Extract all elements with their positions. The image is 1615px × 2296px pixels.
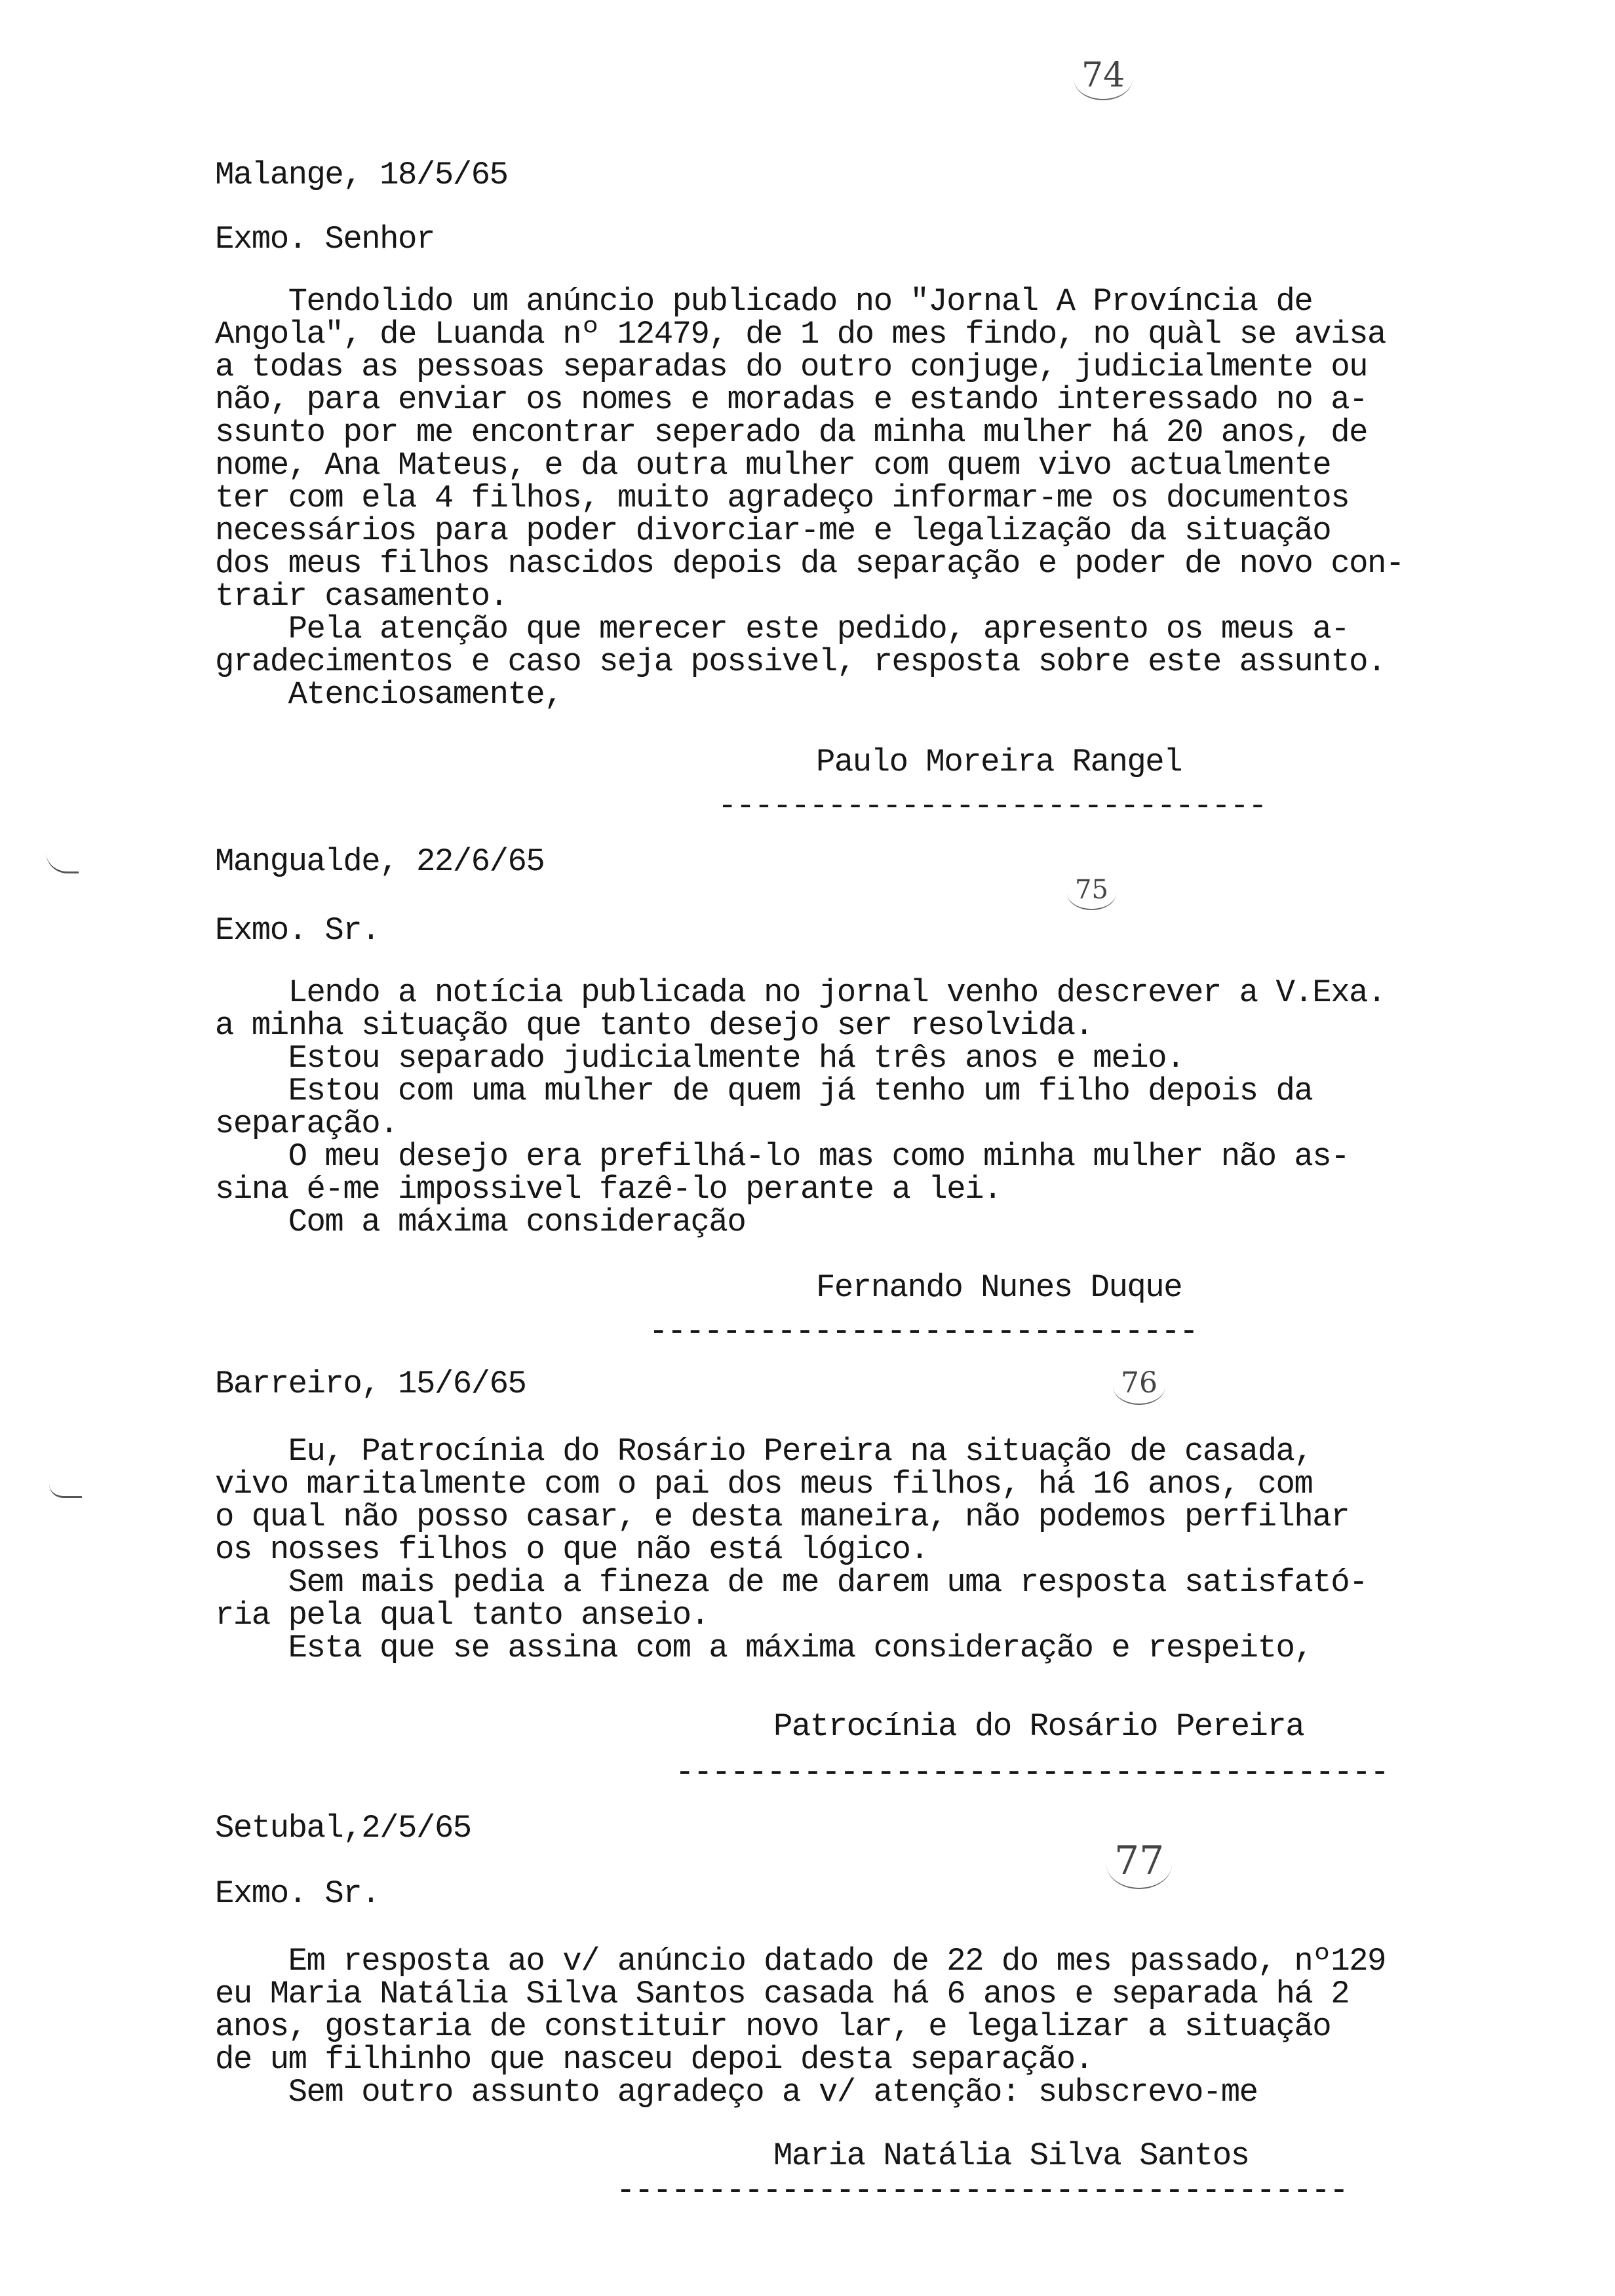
letter-2-body-line: O meu desejo era prefilhá-lo mas como minha mulher não as- — [215, 1138, 1350, 1175]
letter-2-body-line: a minha situação que tanto desejo ser resolvida. — [215, 1007, 1093, 1044]
page-number-75: 75 — [1075, 875, 1108, 905]
margin-mark — [49, 1484, 82, 1498]
letter-1-body-line: necessários para poder divorciar-me e legalização da situação — [215, 512, 1331, 549]
letter-1-signature: Paulo Moreira Rangel — [816, 744, 1182, 780]
letter-3-body-line: os nosses filhos o que não está lógico. — [215, 1531, 929, 1568]
letter-4-signature: Maria Natália Silva Santos — [773, 2137, 1249, 2174]
letter-3-body-line: vivo maritalmente com o pai dos meus filhos, há 16 anos, com — [215, 1466, 1313, 1502]
margin-mark — [46, 852, 79, 873]
letter-1-body-line: Tendolido um anúncio publicado no "Jornal A Província de — [215, 283, 1313, 320]
letter-4-body-line: Em resposta ao v/ anúncio datado de 22 do mes passado, nº129 — [215, 1943, 1386, 1980]
letter-4-body-line: anos, gostaria de constituir novo lar, e legalizar a situação — [215, 2008, 1331, 2045]
letter-3-body-line: Esta que se assina com a máxima consideração e respeito, — [215, 1630, 1313, 1666]
letter-1-body-line: trair casamento. — [215, 578, 508, 615]
letter-4-salutation: Exmo. Sr. — [215, 1875, 380, 1912]
letter-1-body-line: Pela atenção que merecer este pedido, apresento os meus a- — [215, 611, 1350, 647]
page-number-76: 76 — [1121, 1366, 1158, 1400]
letter-2-body-line: separação. — [215, 1105, 399, 1142]
letter-3-body-line: Eu, Patrocínia do Rosário Pereira na situação de casada, — [215, 1433, 1313, 1470]
letter-2-place-date: Mangualde, 22/6/65 — [215, 843, 545, 880]
letter-3-signature: Patrocínia do Rosário Pereira — [773, 1708, 1304, 1745]
letter-1-body-line: ter com ela 4 filhos, muito agradeço informar-me os documentos — [215, 480, 1350, 516]
letter-1-body-line: Angola", de Luanda nº 12479, de 1 do mes findo, no quàl se avisa — [215, 316, 1386, 353]
letter-1-body-line: não, para enviar os nomes e moradas e estando interessado no a- — [215, 381, 1368, 418]
letter-2-body-line: Lendo a notícia publicada no jornal venho descrever a V.Exa. — [215, 974, 1386, 1011]
letter-2-body-line: Com a máxima consideração — [215, 1204, 746, 1240]
letter-2-body-line: Estou separado judicialmente há três anos e meio. — [215, 1040, 1184, 1077]
letter-3-body-line: o qual não posso casar, e desta maneira, não podemos perfilhar — [215, 1499, 1350, 1535]
letter-2-signature-rule: ------------------------------ — [649, 1313, 1198, 1350]
letter-1-salutation: Exmo. Senhor — [215, 221, 435, 258]
letter-2-signature: Fernando Nunes Duque — [816, 1269, 1182, 1306]
letter-1-body-line: gradecimentos e caso seja possivel, resposta sobre este assunto. — [215, 643, 1386, 680]
letter-4-signature-rule: ---------------------------------------- — [616, 2172, 1348, 2209]
letter-3-place-date: Barreiro, 15/6/65 — [215, 1366, 526, 1402]
letter-1-body-line: Atenciosamente, — [215, 676, 563, 713]
letter-2-body-line: sina é-me impossivel fazê-lo perante a lei. — [215, 1171, 1002, 1208]
letter-4-body-line: de um filhinho que nasceu depoi desta separação. — [215, 2041, 1093, 2078]
letter-4-body-line: eu Maria Natália Silva Santos casada há 6 anos e separada há 2 — [215, 1976, 1350, 2012]
letter-3-signature-rule: --------------------------------------- — [675, 1754, 1389, 1791]
letter-1-signature-rule: ------------------------------ — [718, 788, 1267, 824]
page-number-74: 74 — [1081, 56, 1125, 95]
page-number-77: 77 — [1114, 1838, 1165, 1884]
letter-2-salutation: Exmo. Sr. — [215, 912, 380, 949]
letter-4-body-line: Sem outro assunto agradeço a v/ atenção: subscrevo-me — [215, 2074, 1258, 2111]
letter-1-body-line: a todas as pessoas separadas do outro conjuge, judicialmente ou — [215, 349, 1368, 385]
letter-1-body-line: dos meus filhos nascidos depois da separação e poder de novo con- — [215, 545, 1404, 582]
letter-2-body-line: Estou com uma mulher de quem já tenho um filho depois da — [215, 1073, 1313, 1109]
letter-3-body-line: ria pela qual tanto anseio. — [215, 1597, 709, 1634]
letter-3-body-line: Sem mais pedia a fineza de me darem uma resposta satisfató- — [215, 1564, 1368, 1601]
letter-1-place-date: Malange, 18/5/65 — [215, 157, 508, 193]
letter-4-place-date: Setubal,2/5/65 — [215, 1810, 471, 1846]
letter-1-body-line: ssunto por me encontrar seperado da minha mulher há 20 anos, de — [215, 414, 1368, 451]
letter-1-body-line: nome, Ana Mateus, e da outra mulher com quem vivo actualmente — [215, 447, 1331, 484]
